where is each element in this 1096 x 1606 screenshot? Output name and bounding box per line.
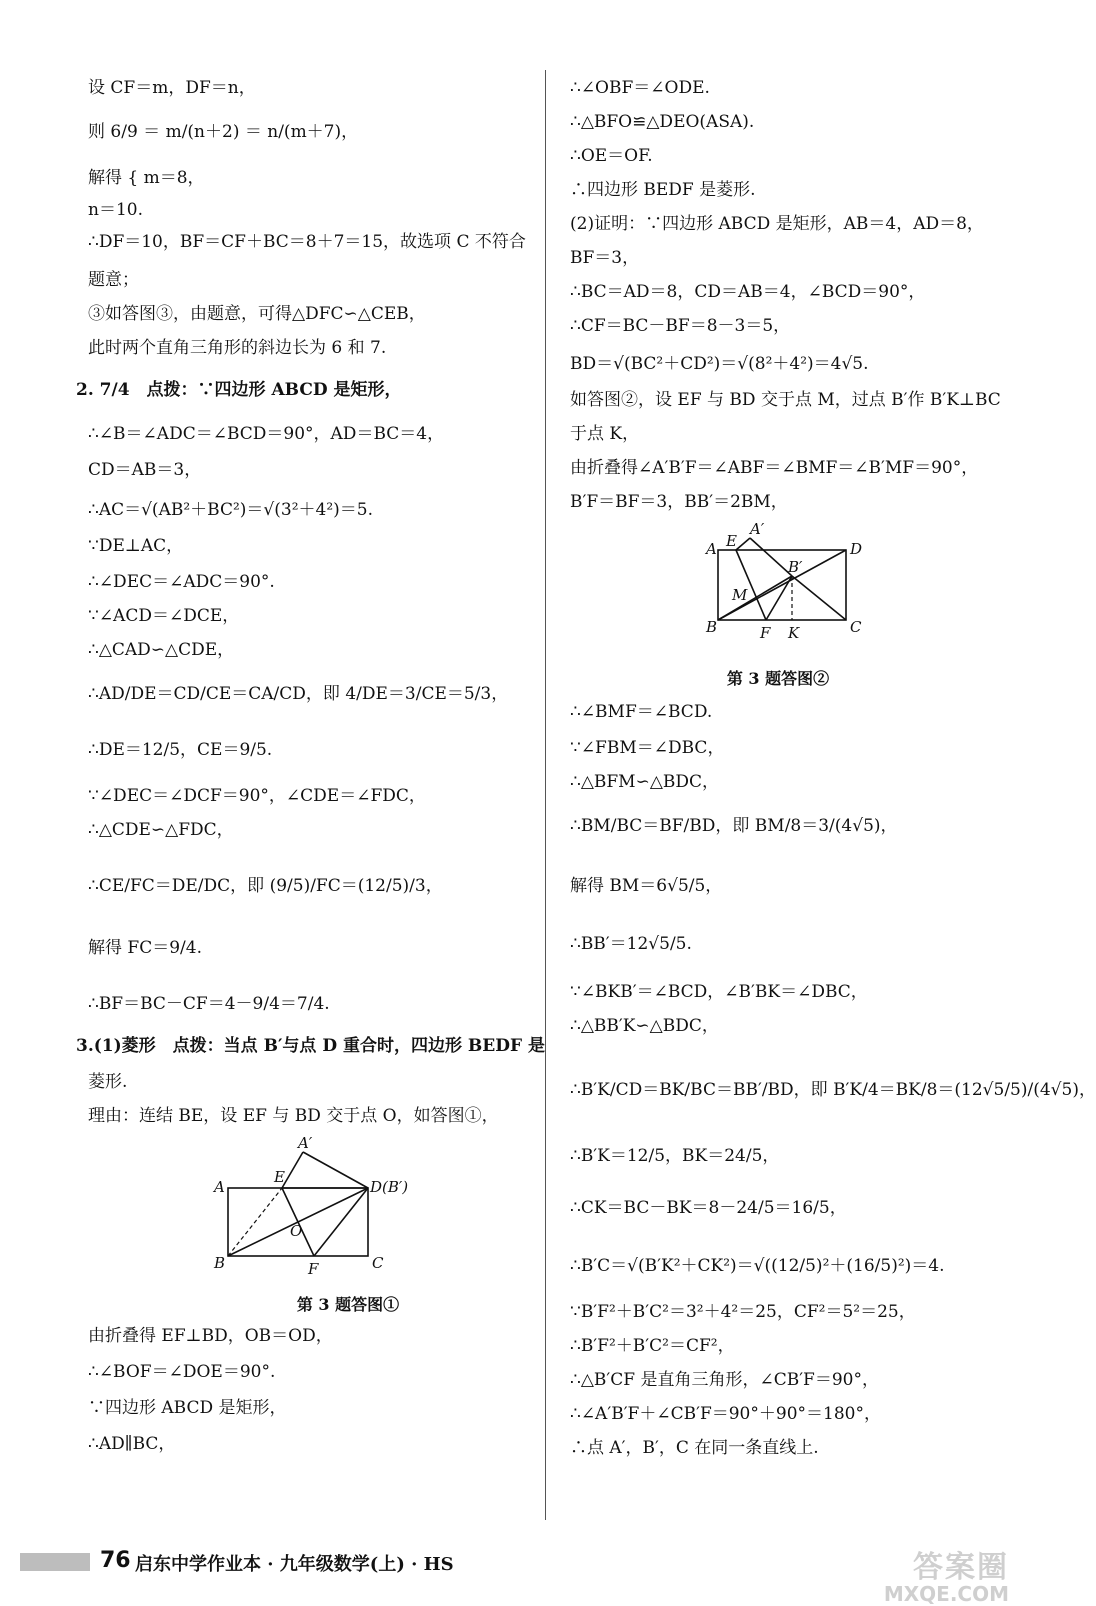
label-f: F [760, 624, 771, 642]
label-e: E [726, 532, 737, 550]
text-line: 菱形. [88, 1072, 128, 1092]
text-line: ∴AD/DE＝CD/CE＝CA/CD，即 4/DE＝3/CE＝5/3， [88, 684, 509, 704]
label-c: C [372, 1254, 384, 1272]
text-line: ∴BM/BC＝BF/BD，即 BM/8＝3/(4√5)， [570, 816, 898, 836]
text-line: ∴∠DEC＝∠ADC＝90°. [88, 572, 275, 592]
text-line: ∵∠ACD＝∠DCE， [88, 606, 240, 626]
label-a: A [706, 540, 717, 558]
text-line: 理由：连结 BE，设 EF 与 BD 交于点 O，如答图①， [88, 1106, 499, 1126]
text-line: ∴B′F²＋B′C²＝CF²， [570, 1336, 735, 1356]
label-a: A [214, 1178, 225, 1196]
text-line: 由折叠得∠A′B′F＝∠ABF＝∠BMF＝∠B′MF＝90°， [570, 458, 979, 478]
geometry-figure-2 [696, 522, 866, 642]
text-line: ∵四边形 ABCD 是矩形， [88, 1398, 287, 1418]
text-line: ∵B′F²＋B′C²＝3²＋4²＝25，CF²＝5²＝25， [570, 1302, 916, 1322]
figure-caption: 第 3 题答图① [296, 1295, 400, 1314]
label-k: K [788, 624, 800, 642]
label-d: D [850, 540, 863, 558]
text-line: ∴BC＝AD＝8，CD＝AB＝4，∠BCD＝90°， [570, 282, 926, 302]
text-line: 解得 BM＝6√5/5， [570, 876, 723, 896]
text-line: ∵∠DEC＝∠DCF＝90°，∠CDE＝∠FDC， [88, 786, 426, 806]
label-a-prime: A′ [750, 520, 765, 538]
text-line: ∴B′K＝12/5，BK＝24/5， [570, 1146, 780, 1166]
text-line: 由折叠得 EF⊥BD，OB＝OD， [88, 1326, 333, 1346]
text-line: ∴B′K/CD＝BK/BC＝BB′/BD，即 B′K/4＝BK/8＝(12√5/5)/(4√5)， [570, 1080, 1096, 1100]
text-line: ∴AD∥BC， [88, 1434, 176, 1454]
text-line: 此时两个直角三角形的斜边长为 6 和 7. [88, 338, 387, 358]
text-line: 则 6/9 ＝ m/(n＋2) ＝ n/(m＋7)， [88, 122, 359, 142]
text-line: ∴AC＝√(AB²＋BC²)＝√(3²＋4²)＝5. [88, 500, 373, 520]
text-line: ③如答图③，由题意，可得△DFC∽△CEB， [88, 304, 426, 324]
book-title: 启东中学作业本 · 九年级数学(上) · HS [135, 1554, 454, 1575]
label-b: B [214, 1254, 226, 1272]
label-d: D(B′) [370, 1178, 409, 1196]
text-line: ∴CF＝BC－BF＝8－3＝5， [570, 316, 791, 336]
text-line: ∵∠FBM＝∠DBC， [570, 738, 725, 758]
text-line: ∴∠B＝∠ADC＝∠BCD＝90°，AD＝BC＝4， [88, 424, 445, 444]
text-line: ∴DF＝10，BF＝CF＋BC＝8＋7＝15，故选项 C 不符合 [88, 232, 526, 252]
text-line: 解得 { m＝8， [88, 168, 205, 188]
text-line: 如答图②，设 EF 与 BD 交于点 M，过点 B′作 B′K⊥BC [570, 390, 1001, 410]
text-line: ∴CK＝BC－BK＝8－24/5＝16/5， [570, 1198, 847, 1218]
text-line: ∴OE＝OF. [570, 146, 653, 166]
label-a-prime: A′ [298, 1134, 313, 1152]
text-line: ∴△BB′K∽△BDC， [570, 1016, 719, 1036]
footer-decoration-bar [20, 1553, 90, 1571]
text-line: ∴四边形 BEDF 是菱形. [570, 180, 756, 200]
text-line: n＝10. [88, 200, 143, 220]
text-line: 设 CF＝m，DF＝n， [88, 78, 256, 98]
page-number: 76 [100, 1548, 131, 1573]
text-line: ∴△CAD∽△CDE， [88, 640, 235, 660]
text-line: BF＝3， [570, 248, 640, 268]
label-c: C [850, 618, 862, 636]
label-m: M [732, 586, 748, 604]
text-line: ∵∠BKB′＝∠BCD，∠B′BK＝∠DBC， [570, 982, 868, 1002]
question-header: 2. 7/4 点拨：∵四边形 ABCD 是矩形， [76, 380, 402, 400]
text-line: ∴BB′＝12√5/5. [570, 934, 692, 954]
label-o: O [290, 1222, 303, 1240]
figure-caption: 第 3 题答图② [726, 669, 830, 688]
text-line: ∴△CDE∽△FDC， [88, 820, 234, 840]
text-line: ∴B′C＝√(B′K²＋CK²)＝√((12/5)²＋(16/5)²)＝4. [570, 1256, 945, 1276]
text-line: 于点 K， [570, 424, 640, 444]
text-line: 解得 FC＝9/4. [88, 938, 202, 958]
label-b: B [706, 618, 718, 636]
text-line: 题意； [88, 270, 139, 290]
watermark-logo [884, 1542, 1009, 1606]
column-divider [545, 70, 546, 1520]
text-line: B′F＝BF＝3，BB′＝2BM， [570, 492, 788, 512]
text-line: ∴△BFO≌△DEO(ASA). [570, 112, 755, 132]
text-line: BD＝√(BC²＋CD²)＝√(8²＋4²)＝4√5. [570, 354, 869, 374]
label-e: E [274, 1168, 285, 1186]
text-line: ∵DE⊥AC， [88, 536, 184, 556]
text-line: ∴△B′CF 是直角三角形，∠CB′F＝90°， [570, 1370, 879, 1390]
watermark-text: 答案圈 [913, 1550, 1009, 1585]
question-header: 3.(1)菱形 点拨：当点 B′与点 D 重合时，四边形 BEDF 是 [76, 1036, 545, 1056]
text-line: ∴点 A′，B′，C 在同一条直线上. [570, 1438, 819, 1458]
page-footer [0, 1540, 1029, 1606]
text-line: ∴∠BMF＝∠BCD. [570, 702, 713, 722]
text-line: ∴△BFM∽△BDC， [570, 772, 720, 792]
text-line: ∴CE/FC＝DE/DC，即 (9/5)/FC＝(12/5)/3， [88, 876, 443, 896]
label-b-prime: B′ [788, 558, 803, 576]
text-line: ∴DE＝12/5，CE＝9/5. [88, 740, 273, 760]
text-line: (2)证明：∵四边形 ABCD 是矩形，AB＝4，AD＝8， [570, 214, 984, 234]
watermark-url: MXQE.COM [883, 1582, 1009, 1606]
geometry-figure-1 [198, 1132, 408, 1282]
text-line: CD＝AB＝3， [88, 460, 202, 480]
text-line: ∴∠BOF＝∠DOE＝90°. [88, 1362, 276, 1382]
label-f: F [308, 1260, 319, 1278]
text-line: ∴∠OBF＝∠ODE. [570, 78, 710, 98]
text-line: ∴BF＝BC－CF＝4－9/4＝7/4. [88, 994, 330, 1014]
text-line: ∴∠A′B′F＋∠CB′F＝90°＋90°＝180°， [570, 1404, 881, 1424]
